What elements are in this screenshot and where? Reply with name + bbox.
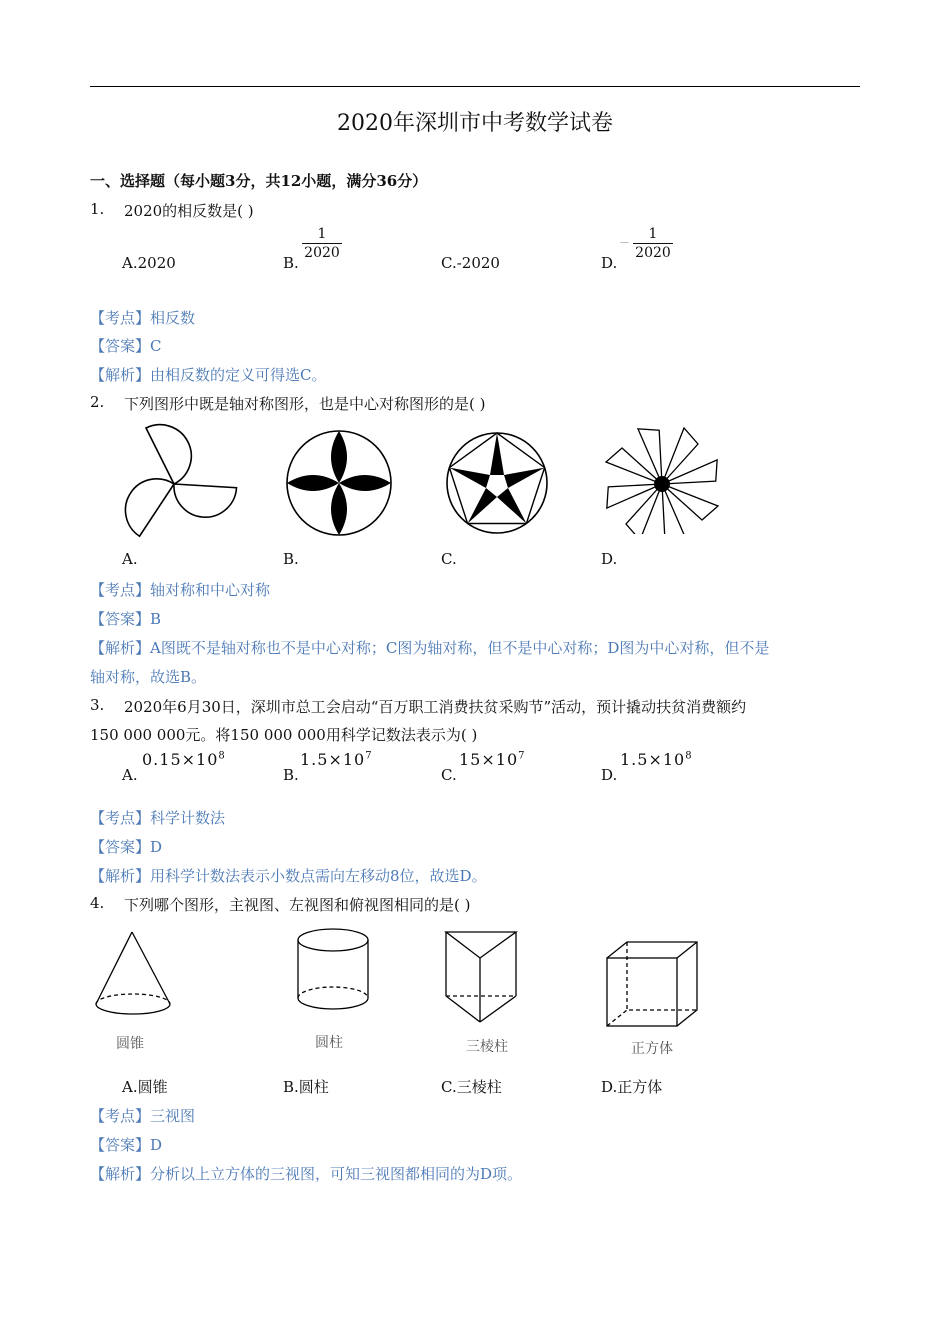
q4-option-d: D.正方体 [601, 1078, 663, 1096]
q1-option-b-fraction [302, 226, 342, 261]
q2-number: 2. [90, 393, 105, 411]
q2-figure-a-pinwheel-icon [110, 420, 240, 540]
q2-answer: 【答案】B [90, 610, 162, 628]
q2-figure-b-flower-icon [283, 427, 395, 539]
q1-number: 1. [90, 200, 105, 218]
q3-option-d-value: $1.5\times 10^8$ [620, 750, 693, 769]
header-rule [90, 86, 860, 87]
q3-option-a: A. [122, 766, 138, 784]
q4-option-c: C.三棱柱 [441, 1078, 502, 1096]
q1-b-numerator: 1 [317, 226, 327, 242]
q2-explanation-line1: 【解析】A图既不是轴对称也不是中心对称；C图为轴对称，但不是中心对称；D图为中心对称，但不是 [90, 639, 770, 657]
q4-cylinder-icon [293, 922, 373, 1052]
q4-stem: 下列哪个图形，主视图、左视图和俯视图相同的是( ) [124, 896, 471, 914]
q4-prism-icon [440, 926, 530, 1060]
q4-cap-prism: 三棱柱 [466, 1039, 508, 1055]
q4-number: 4. [90, 894, 105, 912]
q3-number: 3. [90, 696, 105, 714]
q2-figure-c-star-icon [444, 430, 550, 536]
q4-answer: 【答案】D [90, 1136, 163, 1154]
q1-explanation: 【解析】由相反数的定义可得选C。 [90, 366, 327, 384]
q1-d-denominator: 2020 [635, 245, 671, 261]
q2-option-d: D. [601, 550, 618, 568]
q1-b-denominator: 2020 [304, 245, 340, 261]
q3-explanation: 【解析】用科学计数法表示小数点需向左移动8位，故选D。 [90, 867, 487, 885]
q2-explanation-line2: 轴对称，故选B。 [90, 668, 207, 686]
q4-kaodian: 【考点】三视图 [90, 1107, 196, 1125]
q1-option-d-fraction [633, 226, 673, 261]
q3-option-b: B. [283, 766, 299, 784]
q2-option-c: C. [441, 550, 457, 568]
q4-option-a: A.圆锥 [122, 1078, 168, 1096]
q1-option-c: C.-2020 [441, 254, 500, 272]
q2-option-a: A. [122, 550, 138, 568]
q3-option-b-value: $1.5\times 10^7$ [300, 750, 373, 769]
q2-figure-d-windmill-icon [600, 424, 726, 534]
q4-cap-cylinder: 圆柱 [315, 1035, 343, 1051]
q3-answer: 【答案】D [90, 838, 163, 856]
q2-kaodian: 【考点】轴对称和中心对称 [90, 581, 271, 599]
q3-stem-line1: 2020年6月30日，深圳市总工会启动“百万职工消费扶贫采购节”活动，预计撬动扶贫消费额约 [124, 698, 747, 716]
q4-explanation: 【解析】分析以上立方体的三视图，可知三视图都相同的为D项。 [90, 1165, 523, 1183]
q1-option-a: A.2020 [122, 254, 176, 272]
q3-option-a-value: $0.15\times 10^8$ [142, 750, 226, 769]
q4-cone-icon [92, 928, 176, 1058]
q1-answer: 【答案】C [90, 337, 162, 355]
q1-d-numerator: 1 [648, 226, 658, 242]
page-title: 2020年深圳市中考数学试卷 [337, 111, 613, 136]
q1-option-b: B. [283, 254, 299, 272]
q4-option-b: B.圆柱 [283, 1078, 329, 1096]
q3-option-d: D. [601, 766, 618, 784]
q2-stem: 下列图形中既是轴对称图形，也是中心对称图形的是( ) [124, 395, 486, 413]
section-heading: 一、选择题（每小题3分，共12小题，满分36分） [90, 172, 428, 190]
q1-kaodian: 【考点】相反数 [90, 309, 196, 327]
q3-stem-line2: 150 000 000元。将150 000 000用科学记数法表示为( ) [90, 726, 478, 744]
q4-cap-cone: 圆锥 [116, 1036, 144, 1052]
q1-option-d: D. [601, 254, 618, 272]
q4-cap-cube: 正方体 [631, 1041, 673, 1057]
q4-cube-icon [603, 938, 703, 1062]
q1-d-minus-sign: － [619, 236, 630, 249]
q3-option-c: C. [441, 766, 457, 784]
q1-stem: 2020的相反数是( ) [124, 202, 254, 220]
q3-option-c-value: $15\times 10^7$ [459, 750, 526, 769]
q3-kaodian: 【考点】科学计数法 [90, 809, 226, 827]
q2-option-b: B. [283, 550, 299, 568]
